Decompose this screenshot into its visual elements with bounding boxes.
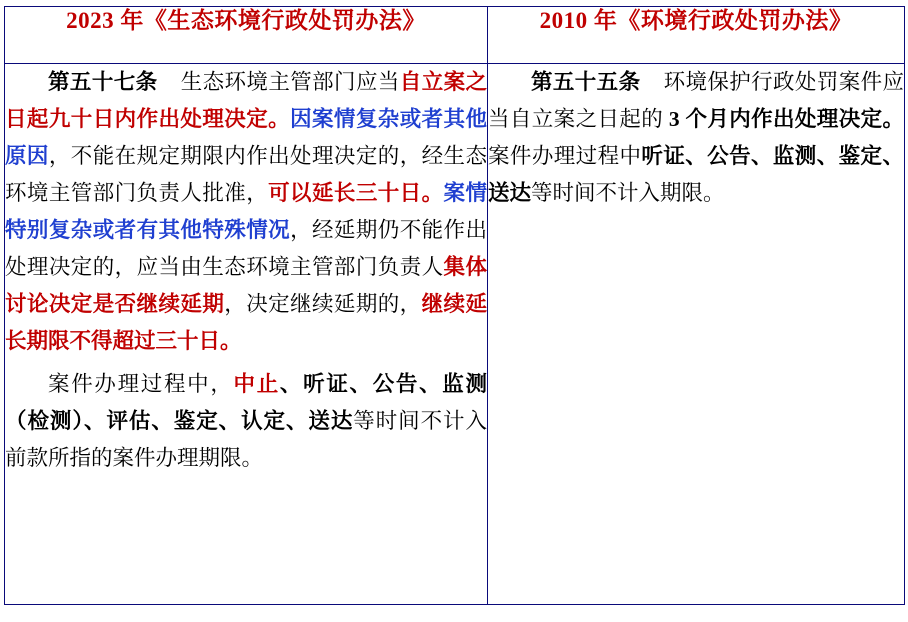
header-cell-right bbox=[488, 7, 905, 64]
text-run-7: ，经延期仍不能作出处理决定的，应当由生态环境主管部门负责人 bbox=[5, 217, 487, 279]
text-run-3: 、 bbox=[279, 371, 304, 396]
text-run-2: 中止 bbox=[233, 371, 280, 396]
column-header-2010: 2010 年《环境行政处罚办法》 bbox=[539, 8, 853, 33]
text-run-6: 案情特别复杂或者有其他特殊情况 bbox=[5, 180, 487, 242]
text-run-4: 听证、公告、监测、鉴定、送达 bbox=[488, 143, 904, 205]
right-article-paragraph bbox=[488, 64, 904, 212]
table-header-row bbox=[5, 7, 905, 64]
text-run-2: 3 个月内作出处理决定。 bbox=[668, 106, 904, 131]
text-run-8: 集体讨论决定是否继续延期 bbox=[5, 254, 487, 316]
text-run-2: 自立案之日起九十日内作出处理决定。 bbox=[5, 70, 488, 131]
text-run-1: 生态环境主管部门应当 bbox=[180, 70, 400, 94]
left-article-body bbox=[5, 70, 487, 353]
left-article-paragraph bbox=[5, 64, 487, 360]
header-cell-left bbox=[5, 7, 488, 64]
text-run-10: 继续延长期限不得超过三十日。 bbox=[5, 291, 487, 353]
text-run-5: 可以延长三十日。 bbox=[268, 180, 444, 205]
text-run-3: 案件办理过程中 bbox=[488, 143, 642, 168]
comparison-table bbox=[4, 6, 905, 605]
right-article-spacer bbox=[646, 70, 663, 94]
left-second-paragraph-body bbox=[5, 372, 487, 470]
text-run-5: 等时间不计入期限。 bbox=[531, 180, 725, 205]
left-article-label: 第五十七条 bbox=[48, 70, 158, 94]
left-article-spacer bbox=[163, 70, 180, 94]
text-run-3: 因案情复杂或者其他原因 bbox=[5, 106, 487, 168]
table-body-row bbox=[5, 64, 905, 605]
text-run-9: ，决定继续延期的， bbox=[224, 291, 422, 316]
text-run-1: 环境保护行政处罚案件应当自立案之日起的 bbox=[488, 70, 904, 131]
body-cell-right bbox=[488, 64, 905, 605]
column-header-2023: 2023 年《生态环境行政处罚办法》 bbox=[66, 8, 426, 33]
text-run-4: 听证、公告、监测（检测）、评估、鉴定、认定、送达 bbox=[5, 371, 487, 433]
right-article-label: 第五十五条 bbox=[531, 70, 641, 94]
text-run-4: ，不能在规定期限内作出处理决定的，经生态环境主管部门负责人批准， bbox=[5, 143, 487, 205]
text-run-5: 等时间不计入前款所指的案件办理期限。 bbox=[5, 408, 487, 470]
body-cell-left bbox=[5, 64, 488, 605]
text-run-1: 案件办理过程中， bbox=[48, 371, 234, 396]
left-second-paragraph bbox=[5, 366, 487, 477]
